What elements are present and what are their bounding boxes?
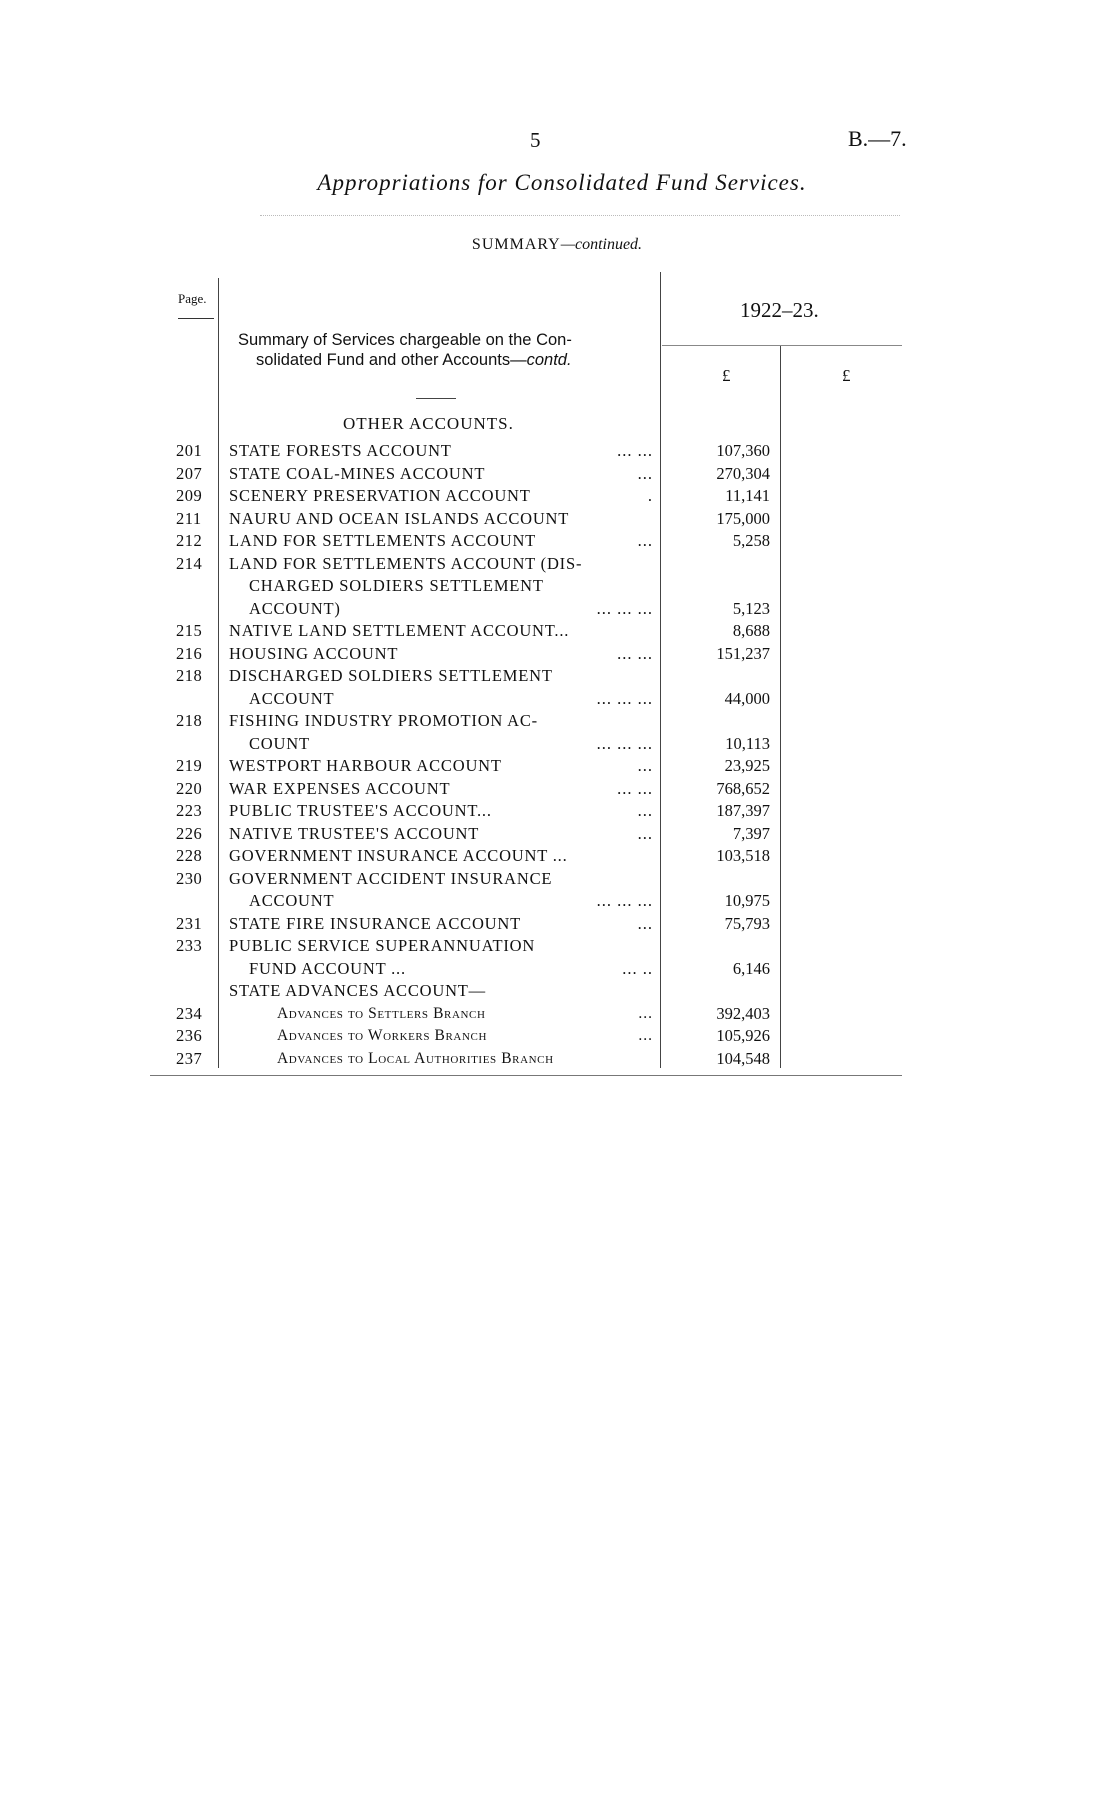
- row-leader-dots: ... ... ...: [596, 891, 653, 910]
- row-description: [229, 1003, 653, 1026]
- row-description: [229, 778, 653, 801]
- row-amount: 392,403: [716, 1003, 770, 1023]
- row-description-line: STATE COAL-MINES ACCOUNT ...: [229, 463, 653, 486]
- row-leader-dots: ...: [638, 1027, 653, 1044]
- table-row: [0, 913, 1114, 936]
- row-description: [229, 1048, 653, 1071]
- table-row: [0, 508, 1114, 531]
- row-amount: 23,925: [724, 756, 770, 775]
- row-description: [229, 980, 653, 1003]
- row-leader-dots: ...: [637, 823, 653, 843]
- row-page-number: 215: [176, 621, 203, 640]
- row-amount: 103,518: [716, 846, 770, 865]
- row-amount: 8,688: [732, 621, 770, 640]
- table-row: [0, 868, 1114, 913]
- table-row: [0, 1048, 1114, 1071]
- page-column-header: Page.: [178, 291, 207, 306]
- row-description: [229, 463, 653, 486]
- row-description: [229, 913, 653, 936]
- row-page-number: 211: [176, 508, 202, 528]
- table-row: [0, 800, 1114, 823]
- row-page-number: 237: [176, 1048, 203, 1068]
- row-description-line: PUBLIC SERVICE SUPERANNUATION: [229, 936, 536, 955]
- row-page-number: 223: [176, 801, 203, 820]
- document-reference: B.—7.: [848, 126, 907, 151]
- row-leader-dots: ... ...: [617, 643, 653, 663]
- row-description-line: LAND FOR SETTLEMENTS ACCOUNT (DIS-: [229, 553, 583, 573]
- year-header: 1922–23.: [740, 298, 819, 322]
- row-page-number: 236: [176, 1026, 203, 1045]
- row-description-line: STATE FORESTS ACCOUNT ... ...: [229, 440, 653, 463]
- row-page-number: 209: [176, 486, 203, 505]
- title-rule: [260, 215, 900, 216]
- row-leader-dots: ...: [637, 913, 653, 933]
- document-title: Appropriations for Consolidated Fund Services.: [317, 170, 807, 195]
- row-page-number: 231: [176, 913, 203, 933]
- row-description: [229, 440, 653, 463]
- currency-symbol-1: £: [722, 366, 731, 385]
- row-description: [229, 485, 653, 508]
- row-description-line: DISCHARGED SOLDIERS SETTLEMENT: [229, 666, 553, 685]
- row-amount: 270,304: [716, 463, 770, 483]
- row-description: [229, 710, 653, 755]
- row-description-line: WESTPORT HARBOUR ACCOUNT ...: [229, 755, 653, 778]
- row-amount: 11,141: [725, 486, 770, 505]
- subtitle-continued: —continued.: [560, 236, 643, 253]
- table-row: [0, 530, 1114, 553]
- table-body: [0, 440, 1114, 1070]
- subtitle-main: SUMMARY: [471, 236, 561, 253]
- row-page-number: 218: [176, 666, 203, 685]
- row-description-line: HOUSING ACCOUNT ... ...: [229, 643, 653, 666]
- table-row: [0, 823, 1114, 846]
- row-leader-dots: ...: [637, 463, 653, 483]
- row-leader-dots: ... ...: [617, 441, 653, 460]
- table-row: [0, 845, 1114, 868]
- row-amount: 44,000: [724, 688, 770, 708]
- row-description: [229, 508, 653, 531]
- row-description-line: LAND FOR SETTLEMENTS ACCOUNT ...: [229, 530, 653, 553]
- description-header-line2: [238, 350, 650, 370]
- row-description-line: ACCOUNT) ... ... ...: [229, 598, 653, 621]
- row-page-number: 216: [176, 643, 203, 663]
- row-page-number: 220: [176, 778, 203, 798]
- row-amount: 104,548: [716, 1048, 770, 1068]
- table-row: [0, 665, 1114, 710]
- description-header-contd: contd.: [526, 351, 572, 369]
- row-amount: 105,926: [716, 1026, 770, 1045]
- row-page-number: 218: [176, 711, 203, 730]
- row-description: [229, 665, 653, 710]
- row-amount: 187,397: [716, 801, 770, 820]
- row-amount: 7,397: [732, 823, 770, 843]
- page-header-rule: [178, 318, 214, 319]
- row-page-number: 212: [176, 531, 203, 550]
- table-row: [0, 755, 1114, 778]
- table-bottom-rule: [150, 1075, 902, 1076]
- row-description-line: SCENERY PRESERVATION ACCOUNT .: [229, 485, 653, 508]
- table-row: [0, 710, 1114, 755]
- table-row: [0, 1003, 1114, 1026]
- row-description-line: STATE ADVANCES ACCOUNT—: [229, 981, 486, 1000]
- row-description-line: CHARGED SOLDIERS SETTLEMENT: [249, 576, 544, 595]
- table-row: [0, 440, 1114, 463]
- row-description-line: COUNT ... ... ...: [229, 733, 653, 756]
- row-description: [229, 553, 653, 621]
- description-header-line2-text: solidated Fund and other Accounts—: [256, 351, 527, 369]
- row-description-line: NATIVE LAND SETTLEMENT ACCOUNT...: [229, 621, 570, 640]
- table-row: [0, 620, 1114, 643]
- row-amount: 768,652: [716, 778, 770, 798]
- section-heading: OTHER ACCOUNTS.: [343, 414, 514, 433]
- row-description-line: ACCOUNT ... ... ...: [229, 890, 653, 913]
- row-leader-dots: ... ... ...: [596, 598, 653, 618]
- row-page-number: 233: [176, 936, 203, 955]
- row-page-number: 214: [176, 553, 203, 573]
- year-underline: [662, 345, 902, 346]
- row-description: [229, 755, 653, 778]
- row-amount: 6,146: [732, 958, 770, 978]
- row-page-number: 219: [176, 756, 203, 775]
- row-description-line: Advances to Workers Branch ...: [277, 1025, 653, 1048]
- table-row: [0, 553, 1114, 621]
- row-leader-dots: ... ...: [617, 778, 653, 798]
- row-leader-dots: ...: [638, 1004, 653, 1022]
- row-page-number: 207: [176, 463, 203, 483]
- row-description: [229, 620, 653, 643]
- row-leader-dots: ... ... ...: [596, 733, 653, 753]
- table-row: [0, 485, 1114, 508]
- table-row: [0, 778, 1114, 801]
- row-leader-dots: ... ... ...: [596, 688, 653, 708]
- row-description-line: NATIVE TRUSTEE'S ACCOUNT ...: [229, 823, 653, 846]
- row-description-line: Advances to Settlers Branch ...: [277, 1003, 653, 1026]
- row-description: [229, 823, 653, 846]
- row-description-line: FISHING INDUSTRY PROMOTION AC-: [229, 711, 538, 730]
- table-row: [0, 980, 1114, 1003]
- table-row: [0, 935, 1114, 980]
- row-amount: 107,360: [716, 441, 770, 460]
- row-description: [229, 800, 653, 823]
- row-description-line: NAURU AND OCEAN ISLANDS ACCOUNT: [229, 508, 570, 528]
- row-amount: 10,113: [725, 733, 770, 753]
- page-number: 5: [530, 128, 541, 152]
- row-description-line: FUND ACCOUNT ... ... ..: [229, 958, 653, 981]
- row-leader-dots: ...: [637, 756, 653, 775]
- table-row: [0, 643, 1114, 666]
- summary-subtitle: [0, 236, 1114, 254]
- row-description: [229, 643, 653, 666]
- table-row: [0, 1025, 1114, 1048]
- row-amount: 5,123: [732, 598, 770, 618]
- row-leader-dots: ... ..: [622, 958, 653, 978]
- row-amount: 151,237: [716, 643, 770, 663]
- row-description: [229, 1025, 653, 1048]
- row-description: [229, 868, 653, 913]
- row-page-number: 226: [176, 823, 203, 843]
- row-amount: 175,000: [716, 508, 770, 528]
- row-description-line: GOVERNMENT ACCIDENT INSURANCE: [229, 868, 553, 888]
- row-leader-dots: ...: [637, 531, 653, 550]
- row-description-line: Advances to Local Authorities Branch: [277, 1049, 554, 1067]
- table-row: [0, 463, 1114, 486]
- row-description: [229, 935, 653, 980]
- description-column-header: [238, 330, 650, 370]
- row-amount: 75,793: [724, 913, 770, 933]
- row-description: [229, 845, 653, 868]
- row-page-number: 228: [176, 846, 203, 865]
- row-page-number: 234: [176, 1003, 203, 1023]
- row-page-number: 201: [176, 441, 203, 460]
- row-description-line: PUBLIC TRUSTEE'S ACCOUNT... ...: [229, 800, 653, 823]
- description-header-rule: [416, 398, 456, 399]
- description-header-line1: Summary of Services chargeable on the Con-: [238, 331, 572, 349]
- row-amount: 5,258: [732, 531, 770, 550]
- row-description-line: GOVERNMENT INSURANCE ACCOUNT ...: [229, 846, 568, 865]
- row-description-line: ACCOUNT ... ... ...: [229, 688, 653, 711]
- row-leader-dots: .: [647, 486, 653, 505]
- row-leader-dots: ...: [637, 801, 653, 820]
- row-description-line: WAR EXPENSES ACCOUNT ... ...: [229, 778, 653, 801]
- row-page-number: 230: [176, 868, 203, 888]
- currency-symbol-2: £: [842, 366, 851, 385]
- row-description: [229, 530, 653, 553]
- row-amount: 10,975: [724, 891, 770, 910]
- row-description-line: STATE FIRE INSURANCE ACCOUNT ...: [229, 913, 653, 936]
